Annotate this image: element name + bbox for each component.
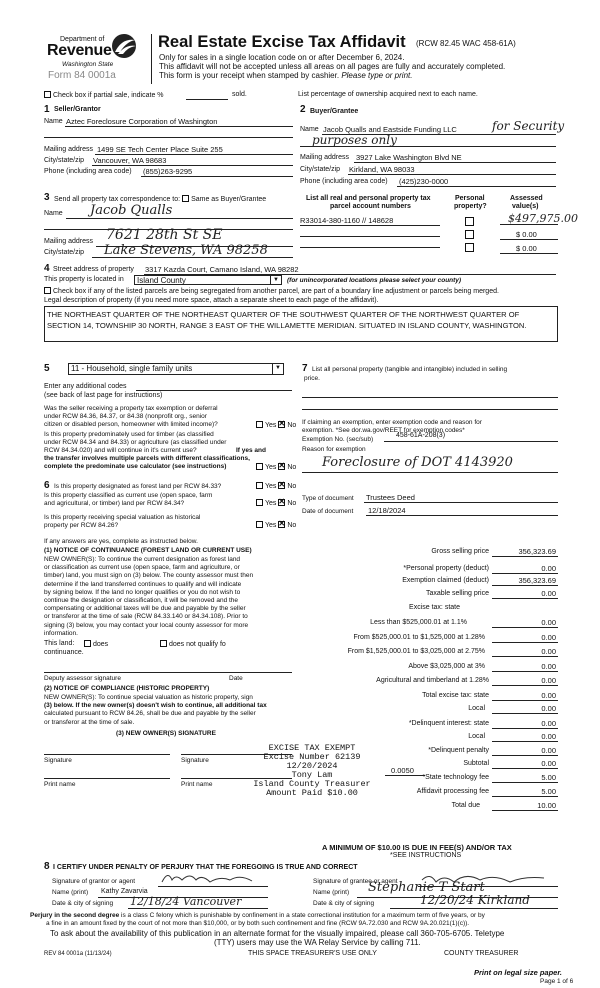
seller-phone-label: Phone (including area code) <box>44 168 132 175</box>
owner-signature-label-2: Signature <box>181 757 209 764</box>
county-treasurer-label: COUNTY TREASURER <box>444 950 519 957</box>
tax-row-value[interactable]: 0.00 <box>541 719 556 728</box>
owner-signature-label-1: Signature <box>44 757 72 764</box>
grantor-date-city-field[interactable]: 12/18/24 Vancouver <box>130 895 242 908</box>
exemption-claim-line-1: If claiming an exemption, enter exemption code and reason for <box>302 419 482 426</box>
historic-yes-no[interactable]: Yes ✕ No <box>256 521 296 529</box>
partial-sale-checkbox-row[interactable]: Check box if partial sale, indicate % <box>44 91 164 99</box>
tax-row-label: Taxable selling price <box>425 590 489 597</box>
deputy-date-label: Date <box>229 675 243 682</box>
assessed-header-2: value(s) <box>512 203 539 210</box>
grantor-date-city-label: Date & city of signing <box>52 900 114 907</box>
seller-name-label: Name <box>44 118 63 125</box>
partial-sale-checkbox[interactable] <box>44 91 51 98</box>
tax-row-label: Subtotal <box>463 760 489 767</box>
parcel-header-2: parcel account numbers <box>330 203 411 210</box>
tax-row-value[interactable]: 0.00 <box>541 647 556 656</box>
assessed-value-1[interactable]: $497,975.00 <box>508 212 578 225</box>
tax-row-value[interactable]: 10.00 <box>537 801 556 810</box>
grantor-signature-label: Signature of grantor or agent <box>52 878 136 885</box>
tax-row-label: Local <box>468 705 485 712</box>
exemption-number-label: Exemption No. (sec/sub) <box>302 436 374 443</box>
document-date-field[interactable]: 12/18/2024 <box>368 506 406 515</box>
buyer-mail-label: Mailing address <box>300 154 350 161</box>
tax-row-label: Exemption claimed (deduct) <box>402 577 489 584</box>
sold-label: sold. <box>232 91 247 98</box>
street-address-field[interactable]: 3317 Kazda Court, Camano Island, WA 98282 <box>145 265 299 274</box>
located-in-label: This property is located in <box>44 276 124 283</box>
land-does-not-checkbox-row[interactable]: does not qualify fo <box>160 640 226 648</box>
tax-row-label: *Delinquent interest: state <box>408 720 489 727</box>
personal-property-checkbox-3[interactable] <box>465 243 474 252</box>
tax-row-value[interactable]: 0.00 <box>541 704 556 713</box>
seller-city-field[interactable]: Vancouver, WA 98683 <box>93 156 167 165</box>
tax-row-value[interactable]: 356,323.69 <box>518 576 556 585</box>
header-line-2: This affidavit will not be accepted unless all areas on all pages are fully and accurately completed. <box>159 62 506 71</box>
seller-title: Seller/Grantor <box>54 106 101 113</box>
land-does-checkbox-row[interactable]: does <box>84 640 108 648</box>
tax-row-value[interactable]: 0.00 <box>541 732 556 741</box>
historic-question: Is this property receiving special valuation as historical property per RCW 84.26? <box>44 514 201 529</box>
grantee-name-field[interactable]: Stephanie T Start <box>368 880 485 895</box>
dept-of-label: Department of <box>60 36 105 43</box>
section-1-number: 1 <box>44 104 50 115</box>
seller-mail-label: Mailing address <box>44 146 94 153</box>
minimum-due-note: A MINIMUM OF $10.00 IS DUE IN FEE(S) AND/OR TAX <box>322 843 512 852</box>
tax-row-label: From $525,000.01 to $1,525,000 at 1.28% <box>353 634 485 641</box>
chevron-down-icon: ▼ <box>272 364 283 374</box>
assessed-header-1: Assessed <box>510 195 543 202</box>
sec3-city-label: City/state/zip <box>44 249 85 256</box>
this-land-label: This land: <box>44 640 75 647</box>
notice-continuance-text: NEW OWNER(S): To continue the current designation as forest land or classification as current use (open space, farm and agriculture, or timber) land, you must sign on (3) below. The county assessor must then determine if the land transferred continues to qualify and will indicate by signing below. If the land no longer qualifies or you do not wish to continue the designation or classification, it will be removed and the compensating or additional taxes will be due and payable by the seller or transferor at the time of sale (RCW 84.33.140 or 84.34.108). Prior to signing (3) below, you may contact your local county assessor for more information. <box>44 556 254 637</box>
personal-property-label: List all personal property (tangible and intangible) included in selling price. <box>304 366 508 382</box>
section-4-number: 4 <box>44 263 50 274</box>
perjury-notice-2: a fine in an amount fixed by the court of not more than $10,000, or by both such confinement and fine (RCW 9A.72.030 and RCW 9A.20.021(1)(c)). <box>46 920 470 927</box>
county-select[interactable]: Island County ▼ <box>134 275 282 285</box>
rcw-reference: (RCW 82.45 WAC 458-61A) <box>416 39 516 48</box>
document-date-label: Date of document <box>302 508 354 515</box>
additional-codes-label: Enter any additional codes <box>44 383 127 390</box>
reason-exemption-field[interactable]: Foreclosure of DOT 4143920 <box>322 455 513 470</box>
tax-row-value[interactable]: 0.00 <box>541 759 556 768</box>
alternate-format-1: To ask about the availability of this publication in an alternate format for the visually impaired, please call 360-705-6705. Teletype <box>50 929 505 938</box>
form-number: Form 84 0001a <box>48 70 116 81</box>
tax-row-value[interactable]: 0.00 <box>541 564 556 573</box>
assessed-value-3[interactable]: $ 0.00 <box>516 244 537 253</box>
owner-print-name-label-1: Print name <box>44 781 76 788</box>
sec3-mail-field[interactable]: 7621 28th St SE <box>106 227 223 243</box>
tax-row-label: Above $3,025,000 at 3% <box>408 663 485 670</box>
tax-row-label: From $1,525,000.01 to $3,025,000 at 2.75% <box>347 648 485 655</box>
washington-state-label: Washington State <box>62 61 114 68</box>
notice-compliance-title: (2) NOTICE OF COMPLIANCE (HISTORIC PROPERTY) <box>44 685 210 692</box>
continuance-label: continuance. <box>44 649 84 656</box>
sec3-mail-label: Mailing address <box>44 238 94 245</box>
same-as-buyer-checkbox[interactable] <box>182 195 189 202</box>
buyer-title: Buyer/Grantee <box>310 108 359 115</box>
assessed-value-2[interactable]: $ 0.00 <box>516 230 537 239</box>
chevron-down-icon: ▼ <box>270 276 281 284</box>
forest-land-yes-no[interactable]: Yes ✕ No <box>256 482 296 490</box>
buyer-city-label: City/state/zip <box>300 166 341 173</box>
notice-compliance-text: NEW OWNER(S): To continue special valuation as historic property, sign (3) below. If the new owner(s) doesn't wish to continue, all additional tax calculated pursuant to RCW 84.26, shall be due and payable by the seller or transferor at the time of sale. <box>44 694 267 726</box>
document-type-label: Type of document <box>302 495 354 502</box>
seller-city-label: City/state/zip <box>44 157 85 164</box>
list-percentage-label: List percentage of ownership acquired next to each name. <box>298 91 478 98</box>
buyer-phone-label: Phone (including area code) <box>300 178 388 185</box>
timber-agriculture-question: Is this property predominately used for timber (as classified under RCW 84.34 and 84.33) or agriculture (as classified under RCW 84.34.020) and will continue in it's current use? If yes and the transfer involves multiple parcels with different classifications, complete the predominate use calculator (see instructions) <box>44 431 266 470</box>
grantor-name-print-label: Name (print) <box>52 889 89 896</box>
local-rate: 0.0050 <box>391 766 414 775</box>
header-line-1: Only for sales in a single location code on or after December 6, 2024. <box>159 53 405 62</box>
tax-row-value[interactable]: 0.00 <box>541 633 556 642</box>
form-title: Real Estate Excise Tax Affidavit <box>158 33 406 51</box>
seller-mail-field[interactable]: 1499 SE Tech Center Place Suite 255 <box>97 145 223 154</box>
see-instructions-note: *SEE INSTRUCTIONS <box>390 852 462 859</box>
forest-land-question: Is this property designated as forest land per RCW 84.33? <box>54 483 222 490</box>
buyer-name-field[interactable]: Jacob Qualls and Eastside Funding LLC <box>323 125 457 134</box>
segregated-checkbox[interactable] <box>44 287 51 294</box>
tax-row-value[interactable]: 5.00 <box>541 773 556 782</box>
seller-phone-field[interactable]: (855)263-9295 <box>143 167 193 176</box>
legal-paper-note: Print on legal size paper. <box>474 968 562 977</box>
tax-row-value[interactable]: 0.00 <box>541 589 556 598</box>
revenue-logo-icon <box>108 32 140 60</box>
grantor-name-field[interactable]: Kathy Zavarvia <box>101 888 148 895</box>
section-5-number: 5 <box>44 363 50 374</box>
tax-row-value[interactable]: 5.00 <box>541 787 556 796</box>
personal-property-checkbox-2[interactable] <box>465 230 474 239</box>
notice-continuance-title: (1) NOTICE OF CONTINUANCE (FOREST LAND OR CURRENT USE) <box>44 547 252 554</box>
new-owner-signature-title: (3) NEW OWNER(S) SIGNATURE <box>116 730 216 737</box>
deputy-assessor-label: Deputy assessor signature <box>44 675 121 682</box>
unincorporated-note: (for unincorporated locations please select your county) <box>287 277 462 284</box>
timber-agriculture-yes-no[interactable]: Yes ✕ No <box>256 463 296 471</box>
grantee-name-print-label: Name (print) <box>313 889 350 896</box>
grantee-date-city-label: Date & city of signing <box>313 900 375 907</box>
exemption-deferral-question: Was the seller receiving a property tax exemption or deferral under RCW 84.36, 84.37, or 84.38 (nonprofit org., senior citizen or disabled person, homeowner with limited income)? <box>44 405 218 428</box>
tax-row-value[interactable]: 0.00 <box>541 618 556 627</box>
tax-row-label: Less than $525,000.01 at 1.1% <box>370 619 467 626</box>
tax-row-label: Agricultural and timberland at 1.28% <box>376 677 489 684</box>
section-3-number: 3 <box>44 192 50 203</box>
sec3-name-label: Name <box>44 210 63 217</box>
section-6-number: 6 <box>44 480 50 491</box>
section-7-number: 7 <box>302 363 308 374</box>
header-line-3: This form is your receipt when stamped by cashier. Please type or print. <box>159 71 413 80</box>
reason-exemption-label: Reason for exemption <box>302 446 366 453</box>
segregated-checkbox-row[interactable]: Check box if any of the listed parcels are being segregated from another parcel, are part of a boundary line adjustment or parcels being merged. <box>44 287 499 295</box>
buyer-name-label: Name <box>300 126 319 133</box>
tax-row-value[interactable]: 0.00 <box>541 746 556 755</box>
section-8-number: 8 <box>44 861 50 872</box>
owner-print-name-label-2: Print name <box>181 781 213 788</box>
tax-row-label: *Personal property (deduct) <box>403 565 489 572</box>
tax-row-label: Gross selling price <box>431 548 489 555</box>
legal-description-label: Legal description of property (if you need more space, attach a separate sheet to each page of the affidavit). <box>44 297 379 304</box>
personal-property-checkbox-1[interactable] <box>465 217 474 226</box>
current-use-yes-no[interactable]: Yes ✕ No <box>256 499 296 507</box>
see-back-label: (see back of last page for instructions) <box>44 392 163 399</box>
tax-row-value[interactable]: 0.00 <box>541 662 556 671</box>
excise-exempt-stamp: EXCISE TAX EXEMPT Excise Number 62139 12/20/2024 Tony Lam Island County Treasurer Amount Paid $10.00 <box>253 743 371 798</box>
tax-row-value[interactable]: 356,323.69 <box>518 547 556 556</box>
street-address-label: Street address of property <box>53 266 134 273</box>
tax-row-label: Total due <box>451 802 480 809</box>
revision-label: REV 84 0001a (11/13/24) <box>44 951 112 957</box>
parcel-header-1: List all real and personal property tax <box>306 195 431 202</box>
tax-row-label: Affidavit processing fee <box>416 788 489 795</box>
sec3-name-field[interactable]: Jacob Qualls <box>90 203 173 218</box>
buyer-phone-field[interactable]: (425)230-0000 <box>399 177 449 186</box>
exemption-number-field[interactable]: 458-61A-208(3) <box>396 432 446 439</box>
tax-row-label: *State technology fee <box>422 774 489 781</box>
exemption-claim-line-2: exemption. *See dor.wa.gov/REET for exemption codes* <box>302 427 465 434</box>
alternate-format-2: (TTY) users may use the WA Relay Service by calling 711. <box>214 938 421 947</box>
tax-row-label: Total excise tax: state <box>422 692 489 699</box>
tax-row-value[interactable]: 0.00 <box>541 676 556 685</box>
treasurer-use-label: THIS SPACE TREASURER'S USE ONLY <box>248 950 377 957</box>
document-type-field[interactable]: Trustees Deed <box>366 493 415 502</box>
tax-correspondence-row: Send all property tax correspondence to: Same as Buyer/Grantee <box>54 196 267 203</box>
tax-row-label: Local <box>468 733 485 740</box>
exemption-deferral-yes-no[interactable]: Yes ✕ No <box>256 421 296 429</box>
grantee-date-city-field[interactable]: 12/20/24 Kirkland <box>420 893 530 907</box>
buyer-mail-field[interactable]: 3927 Lake Washington Blvd NE <box>356 153 462 162</box>
if-yes-note: If any answers are yes, complete as instructed below. <box>44 538 198 545</box>
personal-header-1: Personal <box>455 195 485 202</box>
certify-statement: I CERTIFY UNDER PENALTY OF PERJURY THAT THE FOREGOING IS TRUE AND CORRECT <box>53 864 358 871</box>
parcel-number-field[interactable]: R33014-380-1160 // 148628 <box>300 216 394 225</box>
buyer-name-handwritten-2: purposes only <box>312 133 397 147</box>
page-number: Page 1 of 6 <box>540 978 574 985</box>
grantor-signature[interactable] <box>160 870 280 890</box>
perjury-notice-1: Perjury in the second degree is a class C felony which is punishable by confinement in a state correctional institution for a maximum term of five years, or by <box>30 912 485 919</box>
section-2-number: 2 <box>300 104 306 115</box>
tax-row-label: *Delinquent penalty <box>428 747 489 754</box>
grantee-signature-label: Signature of grantee or agent <box>313 878 398 885</box>
revenue-logo-text: Revenue <box>47 42 112 59</box>
legal-description-field[interactable]: THE NORTHEAST QUARTER OF THE NORTHEAST QUARTER OF THE SOUTHWEST QUARTER OF THE NORTHWEST QUARTER OF SECTION 14, TOWNSHIP 30 NORTH, RANGE 3 EAST OF THE WILLAMETTE MERIDIAN. SITUATED IN ISLAND COUNTY, WASHINGTON. <box>44 306 558 342</box>
tax-row-label: Excise tax: state <box>409 604 460 611</box>
personal-header-2: property? <box>454 203 487 210</box>
buyer-name-handwritten-1: for Security <box>492 119 565 133</box>
tax-row-value[interactable]: 0.00 <box>541 691 556 700</box>
seller-name-field[interactable]: Aztec Foreclosure Corporation of Washington <box>66 117 218 126</box>
sec3-city-field[interactable]: Lake Stevens, WA 98258 <box>104 243 268 258</box>
current-use-question: Is this property classified as current use (open space, farm and agricultural, or timber) land per RCW 84.34? <box>44 492 213 507</box>
land-use-select[interactable]: 11 - Household, single family units ▼ <box>68 363 284 375</box>
buyer-city-field[interactable]: Kirkland, WA 98033 <box>349 165 415 174</box>
